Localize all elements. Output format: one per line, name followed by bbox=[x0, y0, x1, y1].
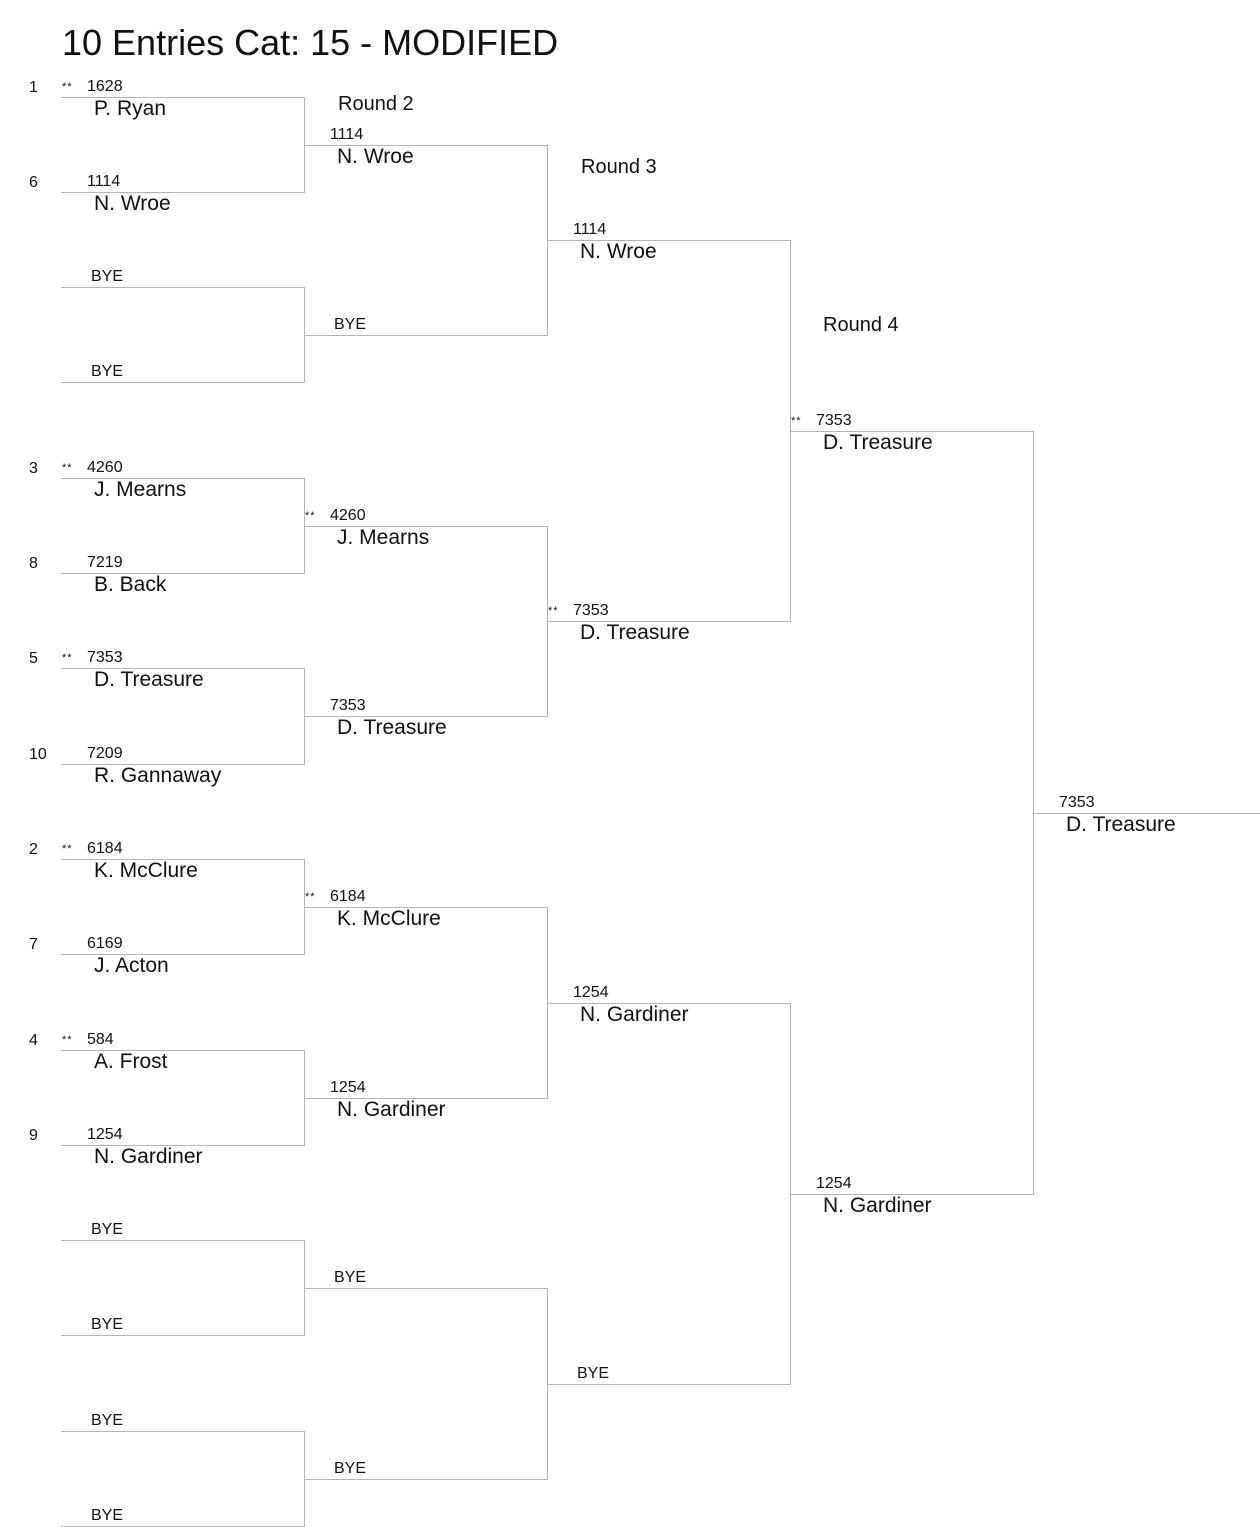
entry-number: 1114 bbox=[330, 126, 364, 143]
player-name: D. Treasure bbox=[94, 668, 204, 691]
player-name: N. Wroe bbox=[580, 240, 657, 263]
bracket-line bbox=[547, 1384, 790, 1385]
bye-label: BYE bbox=[91, 363, 124, 380]
bye-label: BYE bbox=[91, 1221, 124, 1238]
seed-marker: ** bbox=[62, 1034, 73, 1046]
player-name: J. Acton bbox=[94, 954, 169, 977]
entry-number: 1114 bbox=[87, 173, 121, 190]
bye-label: BYE bbox=[334, 1269, 367, 1286]
player-name: N. Gardiner bbox=[94, 1145, 203, 1168]
entry-number: 7353 bbox=[330, 697, 366, 714]
player-name: N. Wroe bbox=[94, 192, 171, 215]
entry-number: 7353 bbox=[1059, 794, 1095, 811]
entry-number: 7209 bbox=[87, 745, 123, 762]
seed-number: 2 bbox=[29, 841, 38, 858]
bracket-line bbox=[61, 1431, 304, 1432]
player-name: J. Mearns bbox=[337, 526, 430, 549]
seed-marker: ** bbox=[62, 81, 73, 93]
seed-marker: ** bbox=[305, 891, 316, 903]
seed-number: 9 bbox=[29, 1127, 38, 1144]
seed-number: 6 bbox=[29, 174, 38, 191]
entry-number: 1254 bbox=[816, 1175, 852, 1192]
player-name: D. Treasure bbox=[580, 621, 690, 644]
seed-number: 5 bbox=[29, 650, 38, 667]
seed-marker: ** bbox=[62, 462, 73, 474]
bracket-line bbox=[61, 287, 304, 288]
player-name: A. Frost bbox=[94, 1050, 168, 1073]
seed-number: 7 bbox=[29, 936, 38, 953]
entry-number: 1628 bbox=[87, 78, 123, 95]
player-name: J. Mearns bbox=[94, 478, 187, 501]
player-name: P. Ryan bbox=[94, 97, 166, 120]
entry-number: 6184 bbox=[330, 888, 366, 905]
round-3-label: Round 3 bbox=[581, 156, 657, 178]
bracket-title: 10 Entries Cat: 15 - MODIFIED bbox=[62, 22, 559, 63]
bracket-line bbox=[61, 382, 304, 383]
bye-label: BYE bbox=[334, 1460, 367, 1477]
player-name: D. Treasure bbox=[337, 716, 447, 739]
player-name: D. Treasure bbox=[823, 431, 933, 454]
bye-label: BYE bbox=[91, 1412, 124, 1429]
entry-number: 4260 bbox=[330, 507, 366, 524]
entry-number: 4260 bbox=[87, 459, 123, 476]
seed-marker: ** bbox=[305, 510, 316, 522]
entry-number: 1254 bbox=[573, 984, 609, 1001]
seed-number: 10 bbox=[29, 746, 47, 763]
entry-number: 1114 bbox=[573, 221, 607, 238]
player-name: N. Wroe bbox=[337, 145, 414, 168]
player-name: D. Treasure bbox=[1066, 813, 1176, 836]
entry-number: 1254 bbox=[330, 1079, 366, 1096]
bye-label: BYE bbox=[577, 1365, 610, 1382]
player-name: R. Gannaway bbox=[94, 764, 222, 787]
bye-label: BYE bbox=[91, 1507, 124, 1524]
bye-label: BYE bbox=[334, 316, 367, 333]
seed-marker: ** bbox=[62, 843, 73, 855]
seed-number: 1 bbox=[29, 79, 38, 96]
seed-marker: ** bbox=[548, 605, 559, 617]
seed-marker: ** bbox=[791, 415, 802, 427]
seed-number: 8 bbox=[29, 555, 38, 572]
entry-number: 584 bbox=[87, 1031, 114, 1048]
player-name: K. McClure bbox=[94, 859, 198, 882]
player-name: K. McClure bbox=[337, 907, 441, 930]
player-name: N. Gardiner bbox=[337, 1098, 446, 1121]
bye-label: BYE bbox=[91, 268, 124, 285]
entry-number: 7219 bbox=[87, 554, 123, 571]
round-2-label: Round 2 bbox=[338, 93, 414, 115]
entry-number: 7353 bbox=[87, 649, 123, 666]
player-name: N. Gardiner bbox=[823, 1194, 932, 1217]
bracket-line bbox=[304, 335, 547, 336]
bracket-line bbox=[61, 1240, 304, 1241]
entry-number: 6184 bbox=[87, 840, 123, 857]
entry-number: 7353 bbox=[573, 602, 609, 619]
player-name: B. Back bbox=[94, 573, 167, 596]
round-4-label: Round 4 bbox=[823, 314, 899, 336]
entry-number: 6169 bbox=[87, 935, 123, 952]
seed-number: 3 bbox=[29, 460, 38, 477]
bye-label: BYE bbox=[91, 1316, 124, 1333]
entry-number: 1254 bbox=[87, 1126, 123, 1143]
seed-number: 4 bbox=[29, 1032, 38, 1049]
player-name: N. Gardiner bbox=[580, 1003, 689, 1026]
bracket-line bbox=[304, 1288, 547, 1289]
bracket-line bbox=[61, 1335, 304, 1336]
entry-number: 7353 bbox=[816, 412, 852, 429]
seed-marker: ** bbox=[62, 652, 73, 664]
bracket-line bbox=[304, 1479, 547, 1480]
